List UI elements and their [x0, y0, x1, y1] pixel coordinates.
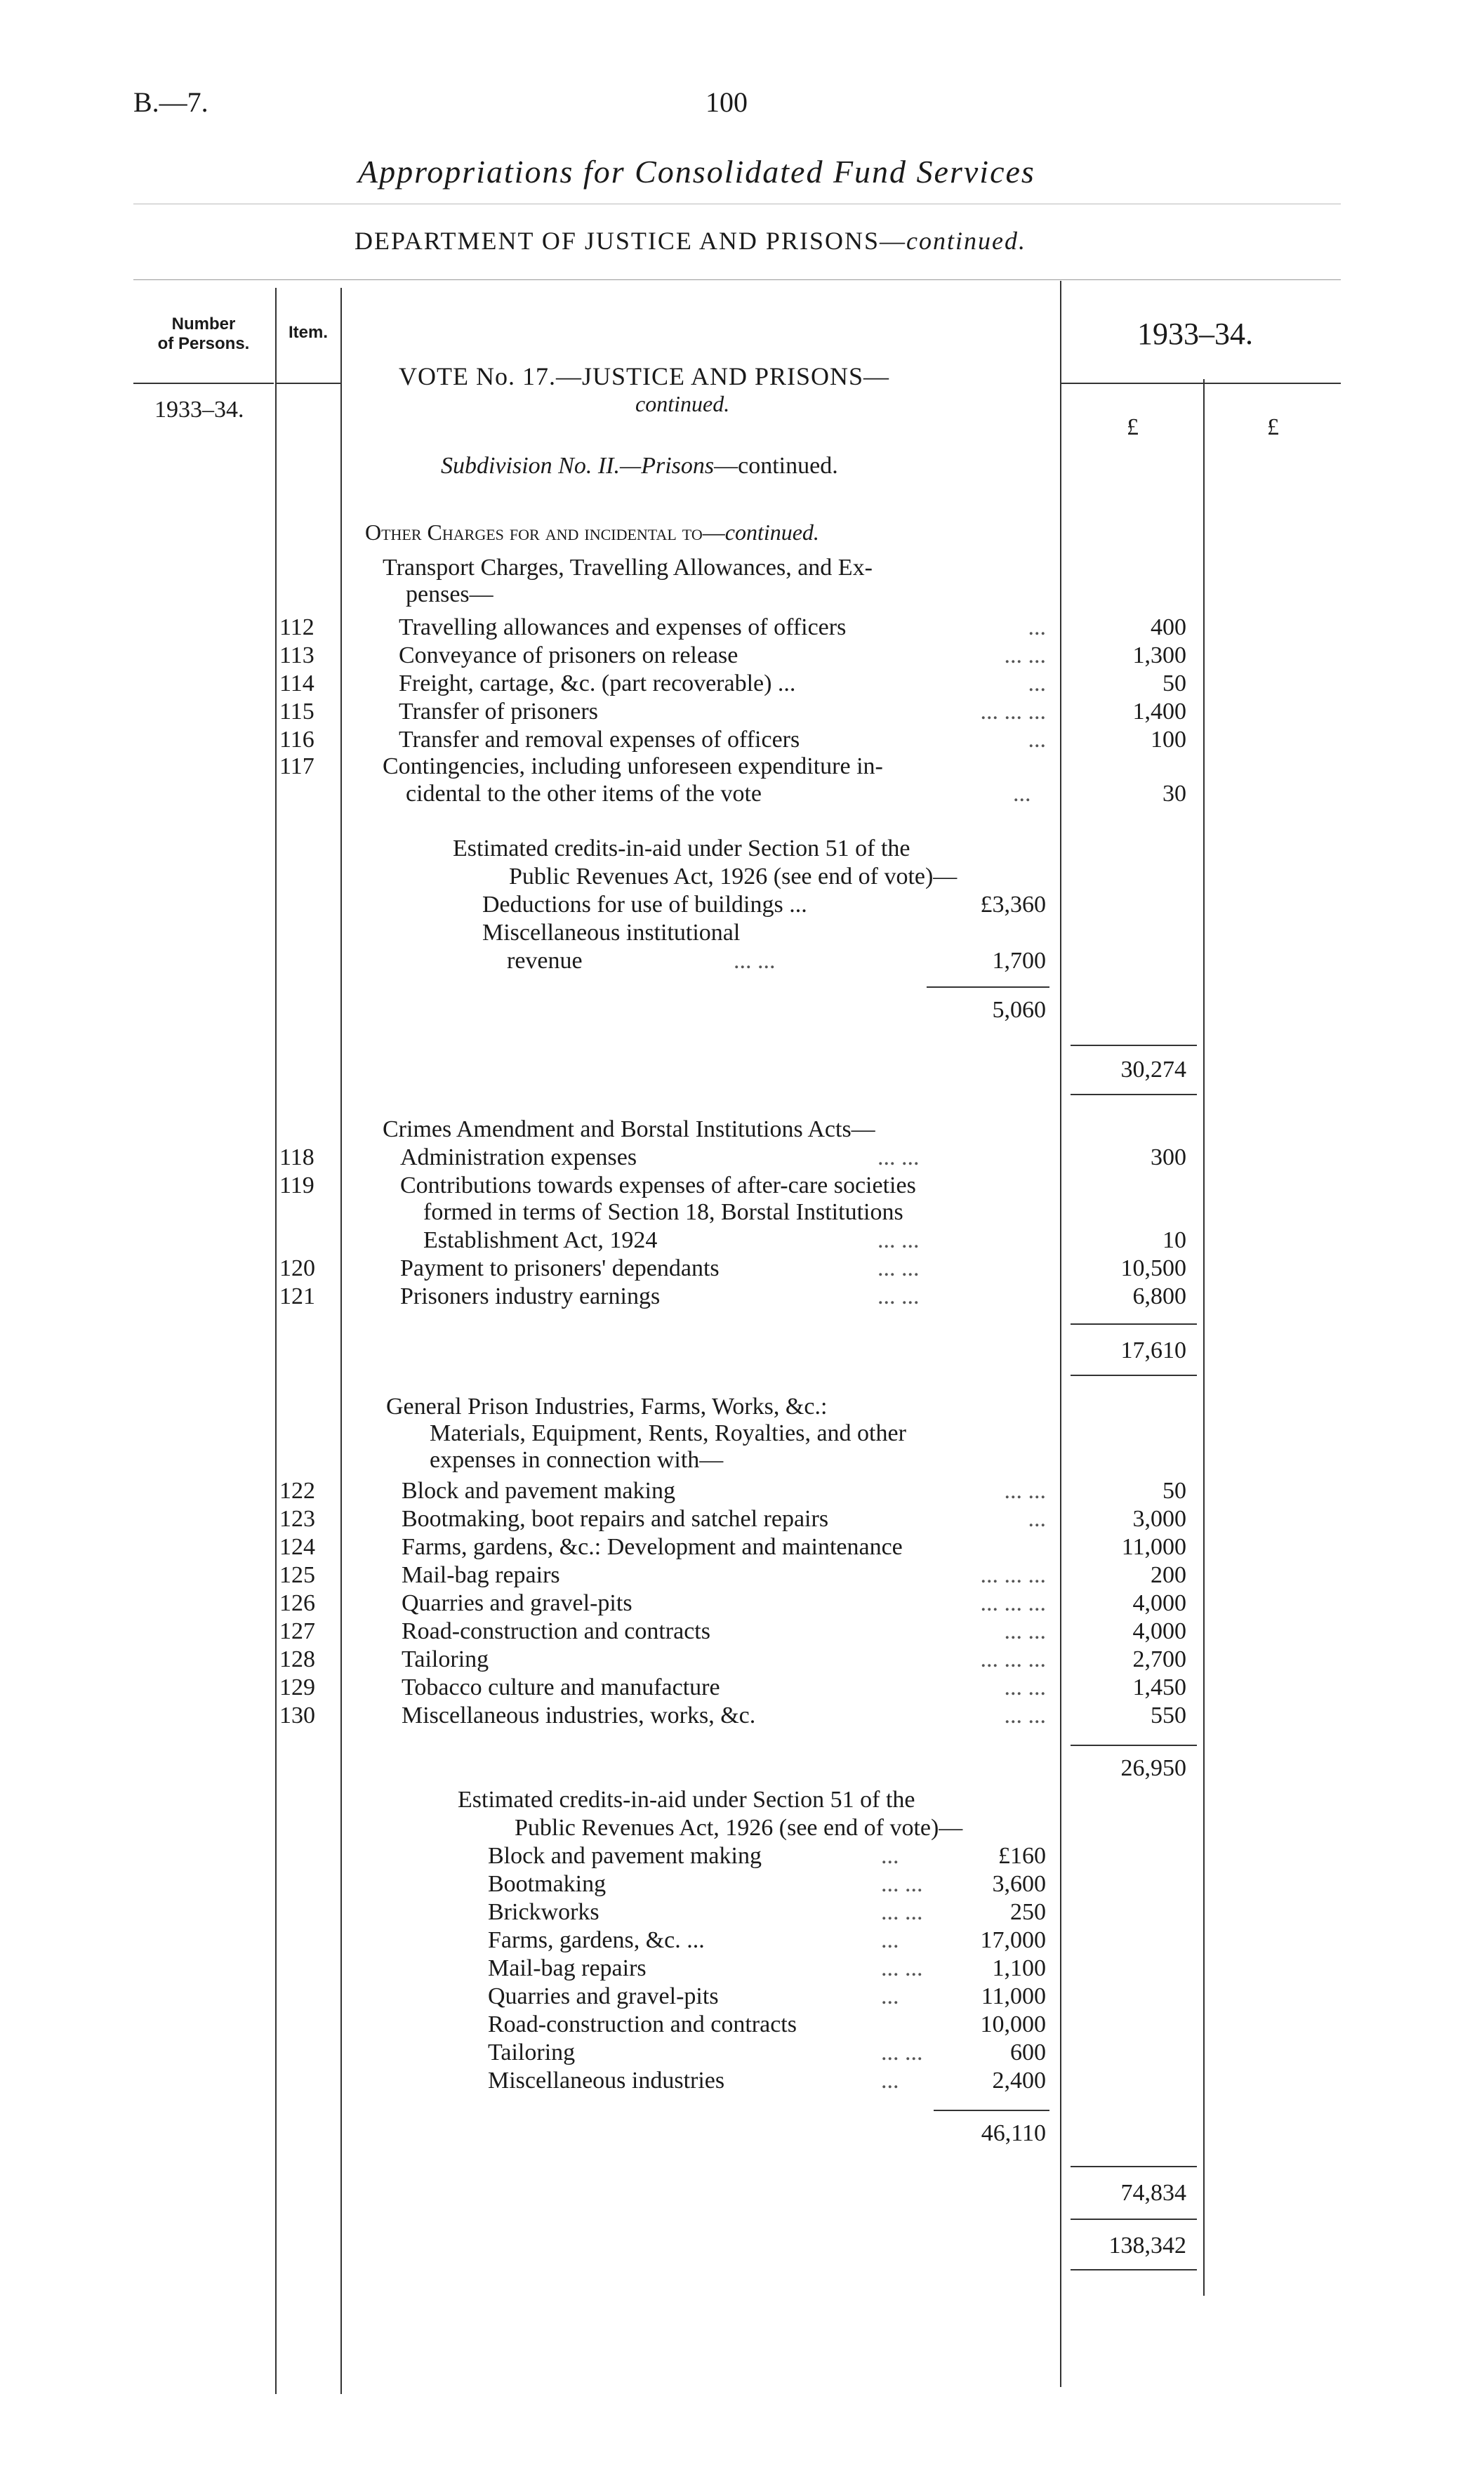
credits-heading-line1: Estimated credits-in-aid under Section 51 of the	[453, 835, 910, 861]
item-dots: ... ...	[877, 1255, 920, 1281]
credit-label: Tailoring	[488, 2040, 576, 2065]
industries-heading-line3: expenses in connection with—	[430, 1447, 724, 1473]
credit-amount: 600	[1010, 2040, 1046, 2065]
industry-credits-total: 46,110	[981, 2120, 1046, 2146]
item-amount: 10	[1162, 1227, 1186, 1253]
year-head-rule	[1060, 383, 1341, 384]
subdivision-number: Subdivision No. II.—	[441, 453, 642, 479]
item-117-line2: cidental to the other items of the vote	[406, 781, 762, 807]
item-number: 129	[279, 1674, 315, 1700]
credit-label: Brickworks	[488, 1899, 599, 1925]
item-dots: ... ... ...	[980, 1562, 1046, 1588]
vote-continued: continued.	[635, 391, 730, 416]
item-label: Administration expenses	[400, 1144, 637, 1170]
item-head-rule	[275, 383, 342, 384]
industries-heading-line2: Materials, Equipment, Rents, Royalties, and other	[430, 1420, 906, 1446]
grand-total-rule	[1071, 2219, 1197, 2220]
credit-amount: 10,000	[980, 2011, 1046, 2037]
credit-amount: 2,400	[992, 2068, 1046, 2094]
other-charges-heading	[365, 520, 819, 546]
item-amount: 200	[1151, 1562, 1186, 1588]
industry-credits-heading-line1: Estimated credits-in-aid under Section 51 of the	[458, 1787, 915, 1813]
item-number: 128	[279, 1646, 315, 1672]
item-amount: 50	[1162, 670, 1186, 696]
item-number: 122	[279, 1478, 315, 1504]
item-label: Tobacco culture and manufacture	[402, 1674, 720, 1700]
item-number: 124	[279, 1534, 315, 1560]
credit-dots: ...	[881, 1927, 899, 1953]
subtotal-rule	[1071, 1323, 1197, 1325]
page-reference: B.—7.	[133, 86, 208, 118]
credit-amount: 250	[1010, 1899, 1046, 1925]
credits-total: 5,060	[992, 997, 1046, 1023]
amount-col-left-rule	[1060, 281, 1061, 2387]
item-number: 114	[279, 670, 314, 696]
other-charges-continued: continued.	[724, 520, 819, 545]
item-number: 121	[279, 1283, 315, 1309]
item-dots: ... ...	[1004, 1674, 1046, 1700]
subtotal-rule-bottom	[1071, 1094, 1197, 1095]
item-dots: ... ...	[877, 1144, 920, 1170]
credit-label: Bootmaking	[488, 1871, 607, 1897]
other-charges-label: Other Charges for and incidental to—	[365, 520, 725, 545]
item-amount: 4,000	[1132, 1590, 1186, 1616]
industries-total: 74,834	[1120, 2180, 1186, 2206]
subtotal-rule	[1071, 1045, 1197, 1046]
other-charges-subtotal: 30,274	[1120, 1057, 1186, 1083]
department-name: DEPARTMENT OF JUSTICE AND PRISONS—	[355, 227, 906, 255]
item-dots: ...	[1028, 1506, 1046, 1532]
credit-dots: ... ...	[881, 1899, 923, 1925]
pound-sign-col1: £	[1127, 414, 1139, 440]
subdivision-name: Prisons	[641, 453, 715, 479]
subtotal-rule-bottom	[1071, 1375, 1197, 1376]
persons-head-rule	[133, 383, 274, 384]
item-number: 123	[279, 1506, 315, 1532]
item-amount: 1,300	[1132, 642, 1186, 668]
item-amount: 2,700	[1132, 1646, 1186, 1672]
item-label: Transfer of prisoners	[399, 699, 598, 725]
credit-amount: 1,100	[992, 1955, 1046, 1981]
item-number: 130	[279, 1703, 315, 1728]
item-dots: ... ...	[877, 1227, 920, 1253]
credit-amount: 17,000	[980, 1927, 1046, 1953]
item-amount: 300	[1151, 1144, 1186, 1170]
item-label: Mail-bag repairs	[402, 1562, 560, 1588]
item-column-header: Item.	[288, 323, 328, 342]
credit-label: Deductions for use of buildings ...	[482, 892, 807, 918]
item-label: Block and pavement making	[402, 1478, 675, 1504]
department-heading	[355, 226, 1026, 256]
item-label: Payment to prisoners' dependants	[400, 1255, 720, 1281]
item-number: 126	[279, 1590, 315, 1616]
crimes-heading: Crimes Amendment and Borstal Institutions Acts—	[383, 1116, 875, 1142]
item-label: Miscellaneous industries, works, &c.	[402, 1703, 756, 1728]
credit-dots: ...	[881, 1843, 899, 1869]
item-117-dots: ...	[1013, 781, 1031, 807]
item-119-line3: Establishment Act, 1924	[423, 1227, 658, 1253]
item-amount: 1,450	[1132, 1674, 1186, 1700]
persons-header-line2: of Persons.	[157, 334, 250, 353]
persons-header-line1: Number	[171, 315, 236, 333]
item-label: Prisoners industry earnings	[400, 1283, 661, 1309]
credit-label: Miscellaneous industries	[488, 2068, 725, 2094]
transport-heading-line1: Transport Charges, Travelling Allowances, and Ex-	[383, 555, 873, 581]
misc-revenue-line1: Miscellaneous institutional	[482, 920, 741, 946]
persons-column-header	[137, 315, 270, 354]
item-label: Conveyance of prisoners on release	[399, 642, 738, 668]
item-label: Quarries and gravel-pits	[402, 1590, 632, 1616]
grand-total-rule-bottom	[1071, 2269, 1197, 2270]
subdivision-heading	[441, 453, 838, 480]
item-dots: ... ... ...	[980, 1590, 1046, 1616]
item-number: 115	[279, 699, 314, 725]
item-label: Travelling allowances and expenses of officers	[399, 614, 847, 640]
item-label: Transfer and removal expenses of officers	[399, 727, 800, 753]
year-column-header: 1933–34.	[1137, 317, 1253, 351]
credit-dots: ...	[881, 2068, 899, 2094]
credit-label: Quarries and gravel-pits	[488, 1983, 719, 2009]
item-col-right-rule	[340, 288, 342, 2394]
credit-amount: £3,360	[980, 892, 1046, 918]
item-amount: 11,000	[1121, 1534, 1186, 1560]
industry-credits-heading-line2: Public Revenues Act, 1926 (see end of vote)—	[515, 1815, 963, 1841]
item-dots: ... ...	[1004, 1618, 1046, 1644]
item-label: Bootmaking, boot repairs and satchel repairs	[402, 1506, 829, 1532]
item-amount: 400	[1151, 614, 1186, 640]
item-dots: ... ...	[1004, 1478, 1046, 1504]
item-amount: 100	[1151, 727, 1186, 753]
credit-dots: ...	[881, 1983, 899, 2009]
subtotal-rule	[1071, 1745, 1197, 1746]
item-117-line1: Contingencies, including unforeseen expenditure in-	[383, 753, 883, 779]
credit-label: Road-construction and contracts	[488, 2011, 797, 2037]
crimes-subtotal: 17,610	[1120, 1337, 1186, 1363]
item-dots: ... ...	[1004, 642, 1046, 668]
item-number: 120	[279, 1255, 315, 1281]
industries-heading-line1: General Prison Industries, Farms, Works, &c.:	[386, 1394, 828, 1420]
item-dots: ...	[1028, 670, 1046, 696]
item-amount: 3,000	[1132, 1506, 1186, 1532]
persons-year: 1933–34.	[154, 397, 244, 423]
item-number: 113	[279, 642, 314, 668]
credit-dots: ... ...	[881, 1955, 923, 1981]
amount-col-mid-rule	[1203, 379, 1205, 2296]
credit-amount: 1,700	[992, 948, 1046, 974]
item-number: 116	[279, 727, 314, 753]
misc-revenue-dots: ... ...	[734, 948, 776, 974]
misc-revenue-line2: revenue	[507, 948, 583, 974]
grand-total: 138,342	[1108, 2233, 1186, 2259]
total-rule	[1071, 2166, 1197, 2167]
credit-amount: 3,600	[992, 1871, 1046, 1897]
pound-sign-col2: £	[1267, 414, 1279, 440]
transport-heading-line2: penses—	[406, 581, 493, 607]
item-amount: 10,500	[1120, 1255, 1186, 1281]
item-amount: 1,400	[1132, 699, 1186, 725]
credit-label: Mail-bag repairs	[488, 1955, 647, 1981]
item-number: 112	[279, 614, 314, 640]
department-continued: continued.	[906, 227, 1026, 255]
page-number: 100	[705, 86, 748, 118]
credit-amount: £160	[998, 1843, 1046, 1869]
credit-amount: 11,000	[981, 1983, 1046, 2009]
item-label: Tailoring	[402, 1646, 489, 1672]
item-amount: 4,000	[1132, 1618, 1186, 1644]
item-amount: 50	[1162, 1478, 1186, 1504]
item-dots: ... ... ...	[980, 1646, 1046, 1672]
item-number: 125	[279, 1562, 315, 1588]
item-number: 117	[279, 753, 314, 779]
item-117-amount: 30	[1162, 781, 1186, 807]
credit-label: Block and pavement making	[488, 1843, 762, 1869]
item-dots: ... ...	[1004, 1703, 1046, 1728]
item-dots: ...	[1028, 614, 1046, 640]
item-label: Freight, cartage, &c. (part recoverable) ...	[399, 670, 796, 696]
credits-heading-line2: Public Revenues Act, 1926 (see end of vote)—	[509, 864, 958, 890]
item-amount: 6,800	[1132, 1283, 1186, 1309]
table-top-rule	[133, 279, 1341, 280]
item-119-line1: Contributions towards expenses of after-care societies	[400, 1172, 916, 1198]
item-amount: 550	[1151, 1703, 1186, 1728]
credit-label: Farms, gardens, &c. ...	[488, 1927, 705, 1953]
item-label: Road-construction and contracts	[402, 1618, 710, 1644]
credits-total-rule	[934, 2110, 1049, 2111]
item-119-line2: formed in terms of Section 18, Borstal Institutions	[423, 1199, 903, 1225]
industries-subtotal: 26,950	[1120, 1755, 1186, 1781]
credits-total-rule	[927, 986, 1049, 988]
item-dots: ... ... ...	[980, 699, 1046, 725]
item-col-left-rule	[275, 288, 277, 2394]
item-dots: ... ...	[877, 1283, 920, 1309]
item-number: 127	[279, 1618, 315, 1644]
item-number: 119	[279, 1172, 314, 1198]
vote-title: VOTE No. 17.—JUSTICE AND PRISONS—	[399, 362, 890, 390]
item-label: Farms, gardens, &c.: Development and maintenance	[402, 1534, 903, 1560]
item-number: 118	[279, 1144, 314, 1170]
credit-dots: ... ...	[881, 2040, 923, 2065]
page-title: Appropriations for Consolidated Fund Services	[358, 154, 1035, 190]
item-dots: ...	[1028, 727, 1046, 753]
credit-dots: ... ...	[881, 1871, 923, 1897]
subdivision-continued: —continued.	[714, 453, 838, 479]
